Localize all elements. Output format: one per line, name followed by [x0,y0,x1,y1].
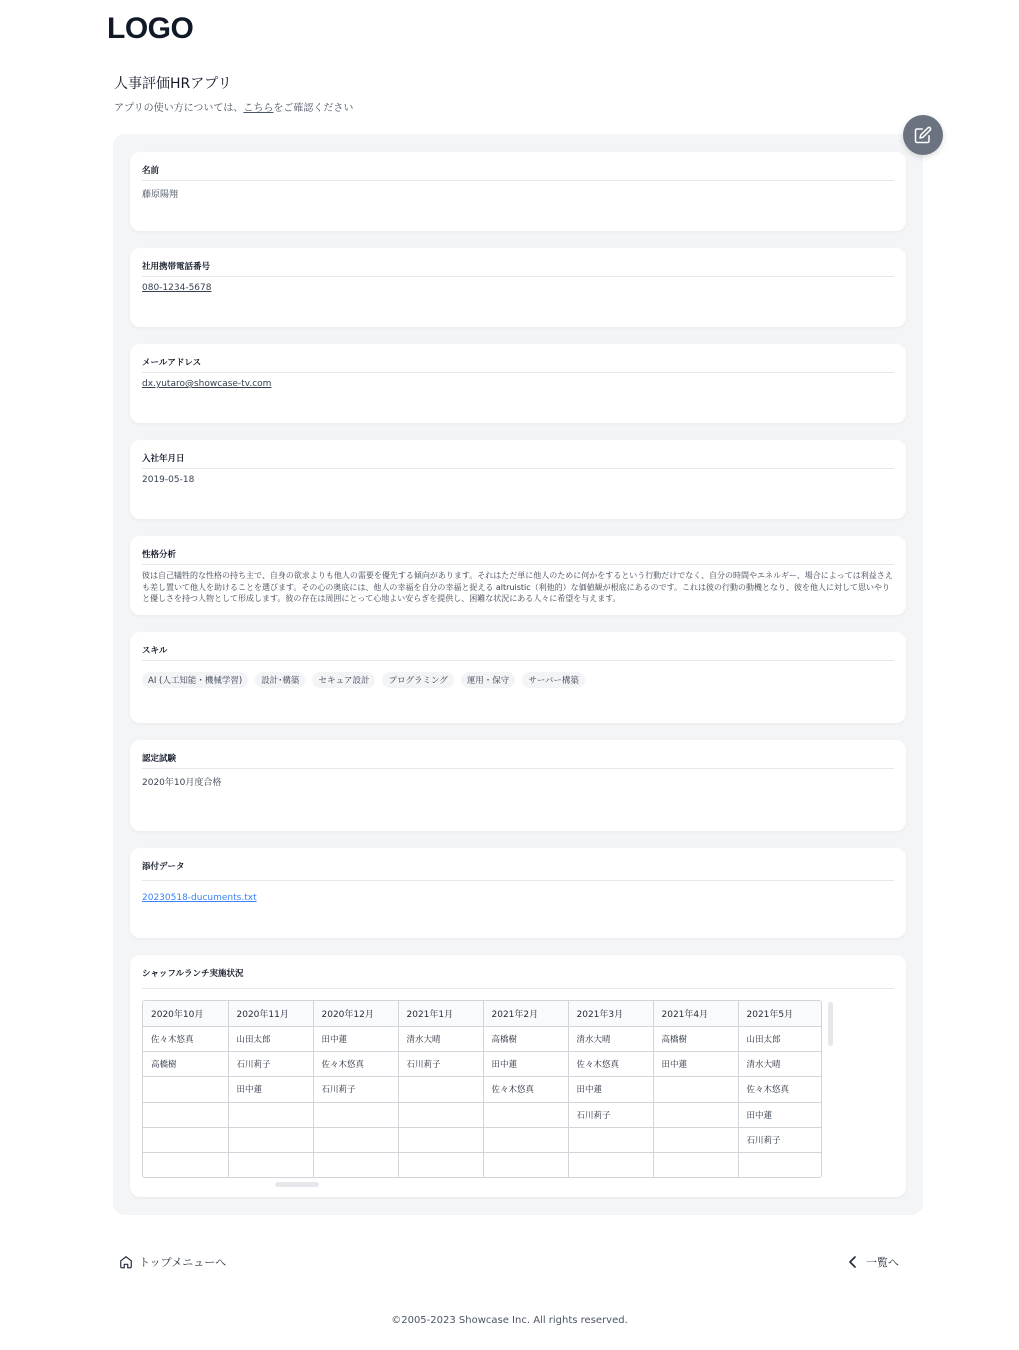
skill-tag: サーバー構築 [522,672,585,688]
footer-copyright: ©2005-2023 Showcase Inc. All rights reserved. [391,1315,628,1326]
divider [142,468,894,469]
field-card-name [130,152,906,231]
table-cell: 田中蓮 [568,1077,653,1102]
table-cell: 佐々木悠真 [738,1077,822,1102]
field-label: 性格分析 [142,550,177,560]
field-card-email [130,344,906,423]
horizontal-scrollbar[interactable] [275,1182,319,1187]
table-cell [313,1128,398,1153]
divider [142,880,894,881]
back-to-list-label: 一覧へ [866,1256,899,1269]
table-cell [653,1102,738,1127]
column-header: 2021年4月 [653,1001,738,1026]
table-cell [313,1102,398,1127]
table-cell: 田中蓮 [653,1051,738,1076]
table-cell [143,1128,228,1153]
personality-text: 彼は自己犠牲的な性格の持ち主で、自身の欲求よりも他人の需要を優先する傾向があります。それはただ単に他人のために何かをするという行動だけでなく、自分の時間やエネルギー、場合によっては利益さえも差し置いて他人を助けることを選びます。その心の奥底には、他人の幸福を自分の幸福と捉える altruistic（利他的）な価値観が根底にあるのです。これは彼の行動の動機となり、彼を他人に対して思いやりと優しさを持つ人物として形成します。彼の存在は周囲にとって心地よい安らぎを提供し、困難な状況にある人々に希望を与えます。 [142,571,893,603]
table-cell: 佐々木悠真 [143,1026,228,1051]
table-header-row [143,1001,822,1026]
table-cell [653,1077,738,1102]
table-cell [398,1153,483,1178]
column-header: 2021年5月 [738,1001,822,1026]
table-cell [143,1077,228,1102]
skill-tag: 設計･構築 [255,672,305,688]
name-value: 藤原陽翔 [142,190,179,200]
email-link[interactable]: dx.yutaro@showcase-tv.com [142,379,272,389]
top-menu-label: トップメニューへ [139,1256,227,1269]
field-card-phone [130,248,906,327]
table-cell: 清水大晴 [738,1051,822,1076]
table-row [143,1026,822,1051]
divider [142,180,894,181]
table-cell [738,1153,822,1178]
field-card-shuffle-lunch [130,955,906,1197]
top-menu-link[interactable] [119,1254,226,1270]
edit-icon [914,126,932,144]
subtitle-suffix: をご確認ください [273,103,354,114]
table-cell [398,1128,483,1153]
table-cell: 高橋樹 [143,1051,228,1076]
table-cell: 山田太郎 [228,1026,313,1051]
table-cell: 田中蓮 [313,1026,398,1051]
divider [142,660,894,661]
field-label: スキル [142,646,168,656]
table-cell [483,1153,568,1178]
column-header: 2020年10月 [143,1001,228,1026]
divider [142,276,894,277]
skill-tags [142,672,585,688]
field-label: 名前 [142,166,160,176]
table-cell [398,1077,483,1102]
table-cell: 田中蓮 [228,1077,313,1102]
column-header: 2021年1月 [398,1001,483,1026]
back-to-list-link[interactable] [848,1254,899,1270]
edit-button[interactable] [903,115,943,155]
table-row [143,1102,822,1127]
divider [142,372,894,373]
attachment-link[interactable]: 20230518-ducuments.txt [142,893,257,903]
phone-link[interactable]: 080-1234-5678 [142,283,212,293]
divider [142,988,894,989]
page-title: 人事評価HRアプリ [114,76,232,92]
certification-value: 2020年10月度合格 [142,778,222,788]
table-cell: 高橋樹 [483,1026,568,1051]
column-header: 2020年12月 [313,1001,398,1026]
table-cell [228,1153,313,1178]
field-label: 社用携帯電話番号 [142,262,211,272]
field-label: 添付データ [142,862,185,872]
table-cell: 高橋樹 [653,1026,738,1051]
table-cell: 佐々木悠真 [313,1051,398,1076]
table-row [143,1051,822,1076]
subtitle-prefix: アプリの使い方については、 [114,103,244,114]
table-cell [483,1128,568,1153]
table-cell [228,1102,313,1127]
table-cell: 清水大晴 [398,1026,483,1051]
home-icon [119,1255,133,1269]
field-card-skills [130,632,906,723]
column-header: 2021年3月 [568,1001,653,1026]
column-header: 2021年2月 [483,1001,568,1026]
table-cell [228,1128,313,1153]
logo: LOGO [107,12,194,45]
divider [142,564,894,565]
table-cell: 田中蓮 [738,1102,822,1127]
skill-tag: セキュア設計 [312,672,375,688]
page-subtitle [114,99,353,114]
table-row [143,1128,822,1153]
table-cell: 石川莉子 [738,1128,822,1153]
table-cell: 石川莉子 [228,1051,313,1076]
table-cell: 石川莉子 [568,1102,653,1127]
chevron-left-icon [848,1256,858,1268]
table-cell: 石川莉子 [313,1077,398,1102]
table-cell [568,1153,653,1178]
skill-tag: プログラミング [382,672,453,688]
vertical-scrollbar[interactable] [828,1002,833,1046]
table-cell: 山田太郎 [738,1026,822,1051]
table-cell [313,1153,398,1178]
help-link[interactable]: こちら [243,103,274,114]
field-label: メールアドレス [142,358,202,368]
table-cell: 清水大晴 [568,1026,653,1051]
table-cell [143,1102,228,1127]
table-cell [398,1102,483,1127]
field-card-personality [130,536,906,615]
table-cell: 田中蓮 [483,1051,568,1076]
table-cell: 佐々木悠真 [568,1051,653,1076]
table-cell [653,1153,738,1178]
lunch-table-container[interactable] [142,1000,822,1178]
field-label: 認定試験 [142,754,177,764]
column-header: 2020年11月 [228,1001,313,1026]
join-date-value: 2019-05-18 [142,475,195,485]
divider [142,768,894,769]
table-cell [568,1128,653,1153]
table-cell [143,1153,228,1178]
skill-tag: 運用・保守 [461,672,516,688]
table-cell [653,1128,738,1153]
table-row [143,1077,822,1102]
lunch-table [143,1001,822,1178]
table-cell [483,1102,568,1127]
field-card-join-date [130,440,906,519]
table-row [143,1153,822,1178]
table-cell: 佐々木悠真 [483,1077,568,1102]
table-cell: 石川莉子 [398,1051,483,1076]
skill-tag: AI (人工知能・機械学習) [142,672,248,688]
field-label: 入社年月日 [142,454,185,464]
field-label: シャッフルランチ実施状況 [142,969,244,979]
field-card-attachment [130,848,906,938]
field-card-certification [130,740,906,831]
